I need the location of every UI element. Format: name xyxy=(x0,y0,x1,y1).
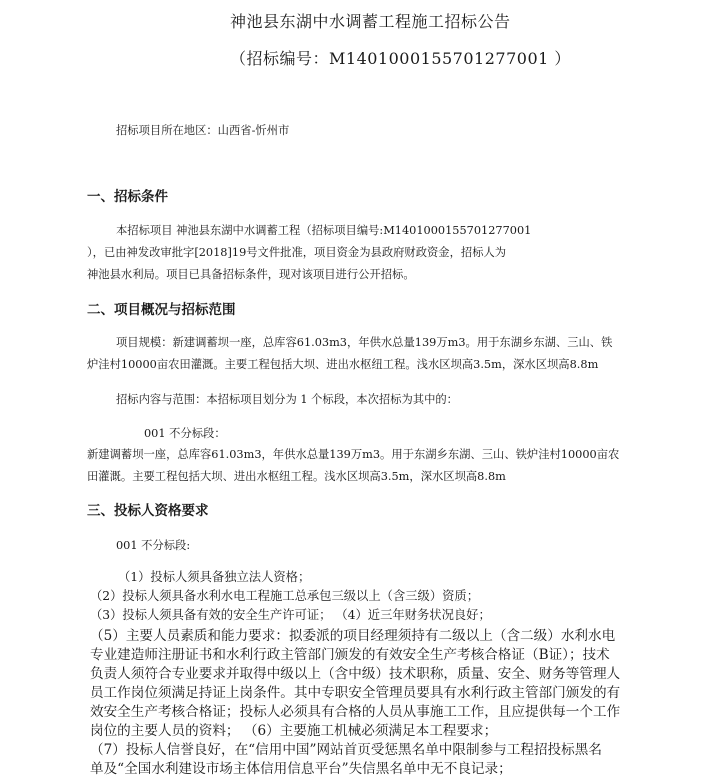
requirement-line: 专业建造师注册证书和水利行政主管部门颁发的有效安全生产考核合格证（B证）；技术 xyxy=(90,647,610,663)
requirement-line: 员工作岗位须满足持证上岗条件。其中专职安全管理员要具有水利行政主管部门颁发的有 xyxy=(90,685,621,701)
section-heading-qualification: 三、投标人资格要求 xyxy=(87,503,209,519)
requirement-line: 单及“全国水利建设市场主体信用信息平台”失信黑名单中无不良记录； xyxy=(90,761,512,777)
requirement-line: （5）主要人员素质和能力要求：拟委派的项目经理须持有二级以上（含二级）水利水电 xyxy=(90,628,616,644)
paragraph-line: 项目规模：新建调蓄坝一座，总库容61.03m3，年供水总量139万m3。用于东湖乡东湖、三山、铁 xyxy=(116,336,613,349)
project-location: 招标项目所在地区：山西省-忻州市 xyxy=(116,124,290,137)
requirement-line: （7）投标人信誉良好，在“信用中国”网站首页受惩黑名单中限制参与工程招投标黑名 xyxy=(90,742,602,758)
requirement-line: （2）投标人须具备水利水电工程施工总承包三级以上（含三级）资质； xyxy=(90,589,480,603)
paragraph-line: ），已由神发改审批字[2018]19号文件批准，项目资金为县政府财政资金，招标人为 xyxy=(87,246,507,259)
section-heading-tender-conditions: 一、招标条件 xyxy=(87,189,168,205)
lot-label: 001 不分标段： xyxy=(144,427,226,440)
notice-title: 神池县东湖中水调蓄工程施工招标公告 xyxy=(230,12,511,31)
tender-number: （招标编号：M1401000155701277001 ） xyxy=(230,49,571,68)
paragraph-line: 田灌溉。主要工程包括大坝、进出水枢纽工程。浅水区坝高3.5m，深水区坝高8.8m xyxy=(87,470,506,483)
paragraph-line: 新建调蓄坝一座，总库容61.03m3，年供水总量139万m3。用于东湖乡东湖、三山、铁炉洼村10000亩农 xyxy=(87,448,620,461)
paragraph-line: 炉洼村10000亩农田灌溉。主要工程包括大坝、进出水枢纽工程。浅水区坝高3.5m，深水区坝高8.8m xyxy=(87,358,599,371)
paragraph-line: 招标内容与范围：本招标项目划分为 1 个标段，本次招标为其中的： xyxy=(116,393,458,406)
lot-label: 001 不分标段: xyxy=(116,539,191,552)
requirement-line: 负责人须符合专业要求并取得中级以上（含中级）技术职称，质量、安全、财务等管理人 xyxy=(90,666,621,682)
paragraph-line: 本招标项目 神池县东湖中水调蓄工程（招标项目编号:M1401000155701277001 xyxy=(116,224,532,237)
paragraph-line: 神池县水利局。项目已具备招标条件，现对该项目进行公开招标。 xyxy=(87,268,415,281)
requirement-line: （3）投标人须具备有效的安全生产许可证； （4）近三年财务状况良好； xyxy=(90,608,491,622)
requirement-line: 岗位的主要人员的资料； （6）主要施工机械必须满足本工程要求； xyxy=(90,723,498,739)
requirement-line: 效安全生产考核合格证；投标人必须具有合格的人员从事施工工作，且应提供每一个工作 xyxy=(90,704,621,720)
section-heading-project-overview: 二、项目概况与招标范围 xyxy=(87,302,236,318)
requirement-line: （1）投标人须具备独立法人资格； xyxy=(118,570,311,584)
